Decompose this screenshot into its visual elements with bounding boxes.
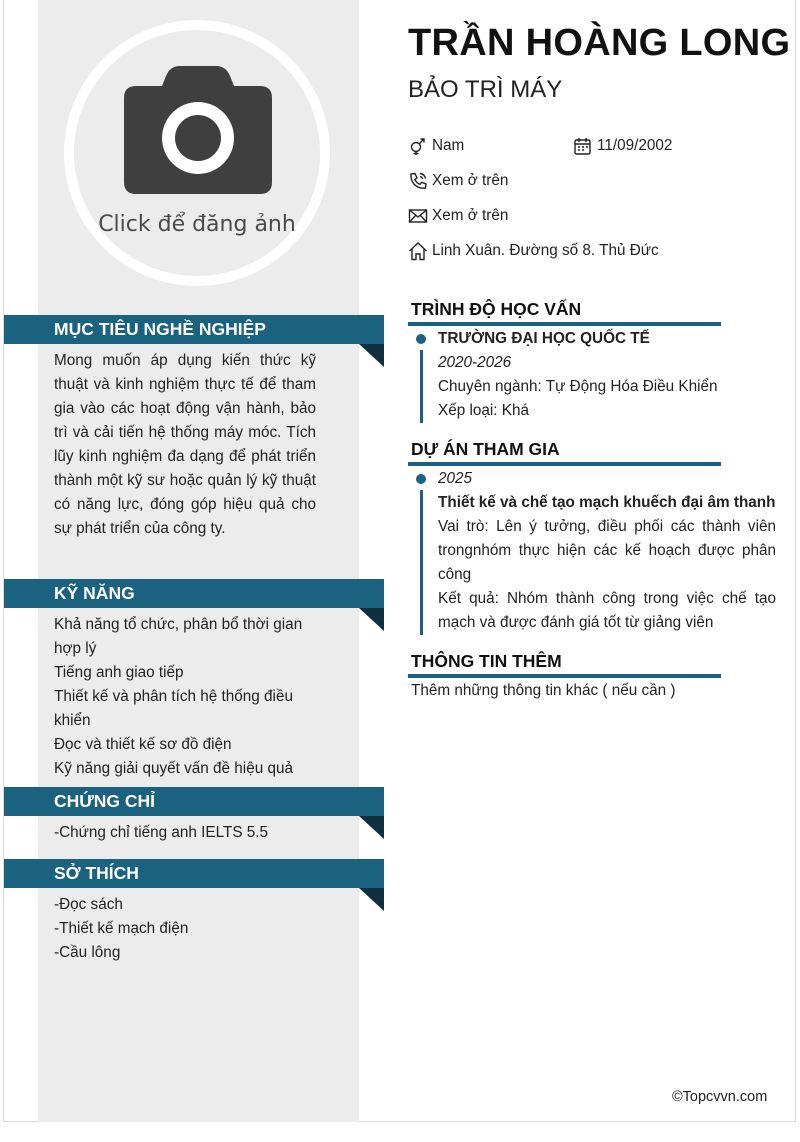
list-item: Thiết kế và phân tích hệ thống điều khiển — [54, 688, 293, 729]
timeline-line — [420, 350, 423, 423]
mail-icon — [408, 206, 428, 226]
hobbies-list — [54, 893, 316, 965]
hobbies-fold — [359, 888, 384, 911]
calendar-icon — [573, 136, 593, 156]
project-result: Kết quả: Nhóm thành công trong việc chế tạo mạch và được đánh giá tốt từ giảng viên — [438, 590, 776, 631]
objective-text: Mong muốn áp dụng kiến thức kỹ thuật và kinh nghiệm thực tế để tham gia vào các hoạt động vận hành, bảo trì và cải tiến hệ thống máy móc. Tích lũy kinh nghiệm đa dạng để phát triển thành một kỹ sư hoặc quản lý kỹ thuật có năng lực, đóng góp hiệu quả cho sự phát triển của công ty. — [54, 352, 316, 537]
school-name: TRƯỜNG ĐẠI HỌC QUỐC TẾ — [438, 330, 650, 347]
education-entry — [438, 327, 776, 423]
birthdate-row — [573, 135, 672, 157]
camera-icon — [124, 66, 272, 196]
phone-icon — [408, 171, 428, 191]
home-icon — [408, 241, 428, 261]
footer-credit: ©Topcvvn.com — [672, 1089, 768, 1105]
timeline-dot — [416, 334, 426, 344]
phone-row — [408, 170, 508, 192]
gender-value: Nam — [432, 137, 465, 154]
job-title: BẢO TRÌ MÁY — [408, 76, 563, 103]
project-name: Thiết kế và chế tạo mạch khuếch đại âm thanh — [438, 494, 776, 511]
certificates-fold — [359, 816, 384, 839]
certificates-list — [54, 821, 316, 845]
skills-heading: KỸ NĂNG — [4, 579, 384, 608]
study-period: 2020-2026 — [438, 354, 512, 371]
photo-placeholder-text: Click để đăng ảnh — [98, 212, 296, 237]
list-item: Tiếng anh giao tiếp — [54, 664, 184, 681]
list-item: -Thiết kế mạch điện — [54, 920, 189, 937]
list-item: Kỹ năng giải quyết vấn đề hiệu quả — [54, 760, 293, 777]
timeline-line — [420, 490, 423, 635]
certificates-heading: CHỨNG CHỈ — [4, 787, 384, 816]
projects-heading: DỰ ÁN THAM GIA — [408, 438, 721, 466]
gender-icon — [408, 136, 428, 156]
hobbies-heading: SỞ THÍCH — [4, 859, 384, 888]
skills-fold — [359, 608, 384, 631]
objective-fold — [359, 344, 384, 367]
major: Chuyên ngành: Tự Động Hóa Điều Khiển — [438, 378, 718, 395]
address-value: Linh Xuân. Đường số 8. Thủ Đức — [432, 242, 659, 259]
additional-text: Thêm những thông tin khác ( nếu cần ) — [411, 682, 676, 699]
list-item: -Đọc sách — [54, 896, 123, 913]
project-role: Vai trò: Lên ý tưởng, điều phối các thành viên trongnhóm thực hiện các kế hoạch được phân công — [438, 518, 776, 583]
list-item: Khả năng tổ chức, phân bổ thời gian hợp lý — [54, 616, 303, 657]
birthdate-value: 11/09/2002 — [597, 137, 673, 154]
phone-value: Xem ở trên — [432, 172, 509, 189]
candidate-name: TRẦN HOÀNG LONG — [408, 22, 791, 64]
timeline-dot — [416, 474, 426, 484]
grade: Xếp loại: Khá — [438, 402, 529, 419]
email-value: Xem ở trên — [432, 207, 509, 224]
skills-list — [54, 613, 316, 781]
project-year: 2025 — [438, 470, 473, 487]
address-row — [408, 240, 659, 262]
education-heading: TRÌNH ĐỘ HỌC VẤN — [408, 298, 721, 326]
photo-upload[interactable] — [64, 20, 330, 286]
additional-heading: THÔNG TIN THÊM — [408, 650, 721, 678]
email-row — [408, 205, 508, 227]
project-entry — [438, 467, 776, 635]
list-item: Đọc và thiết kế sơ đồ điện — [54, 736, 232, 753]
list-item: -Cầu lông — [54, 944, 121, 961]
list-item: -Chứng chỉ tiếng anh IELTS 5.5 — [54, 824, 269, 841]
objective-heading: MỤC TIÊU NGHỀ NGHIỆP — [4, 315, 384, 344]
gender-row — [408, 135, 464, 157]
